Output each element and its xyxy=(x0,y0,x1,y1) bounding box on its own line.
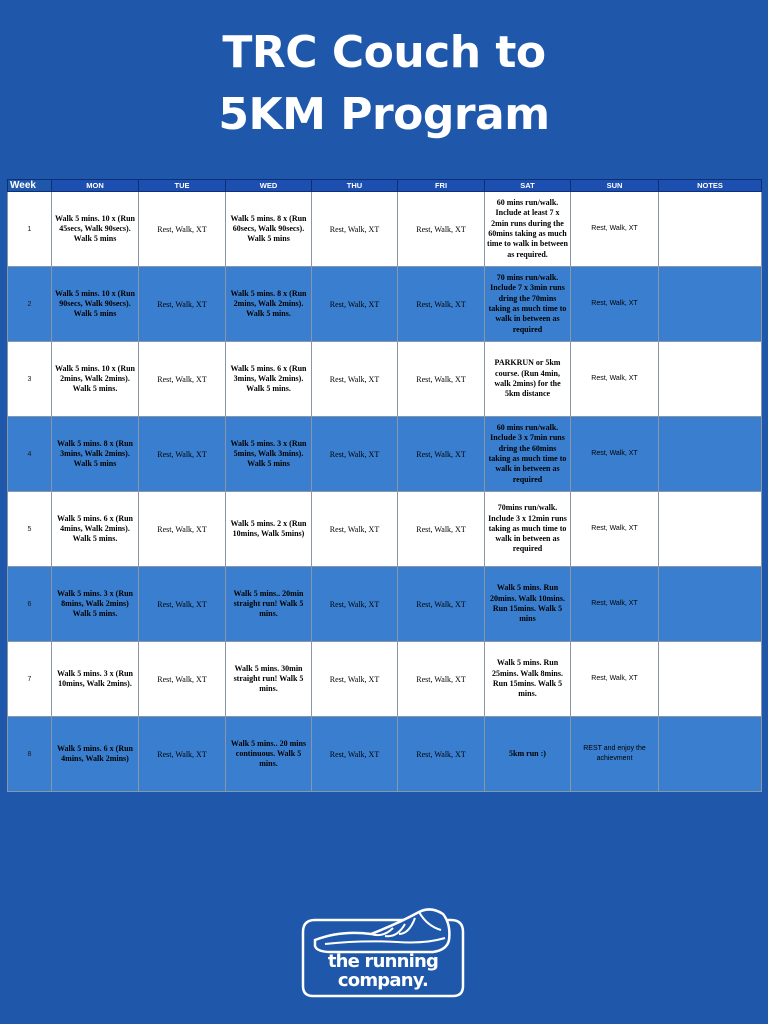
cell-sun: Rest, Walk, XT xyxy=(571,342,659,417)
cell-sat: Walk 5 mins. Run 20mins. Walk 10mins. Run 15mins. Walk 5 mins xyxy=(485,567,571,642)
column-header-tue: TUE xyxy=(139,180,226,192)
cell-sun: Rest, Walk, XT xyxy=(571,192,659,267)
table-row xyxy=(8,417,762,492)
cell-mon: Walk 5 mins. 6 x (Run 4mins, Walk 2mins). Walk 5 mins. xyxy=(52,492,139,567)
cell-wed: Walk 5 mins.. 20min straight run! Walk 5 mins. xyxy=(226,567,312,642)
cell-thu: Rest, Walk, XT xyxy=(312,417,398,492)
cell-notes xyxy=(659,717,762,792)
table-row xyxy=(8,642,762,717)
page-title xyxy=(0,22,768,146)
cell-mon: Walk 5 mins. 10 x (Run 90secs, Walk 90secs). Walk 5 mins xyxy=(52,267,139,342)
cell-fri: Rest, Walk, XT xyxy=(398,342,485,417)
cell-thu: Rest, Walk, XT xyxy=(312,267,398,342)
cell-fri: Rest, Walk, XT xyxy=(398,567,485,642)
cell-fri: Rest, Walk, XT xyxy=(398,267,485,342)
cell-fri: Rest, Walk, XT xyxy=(398,717,485,792)
table-row xyxy=(8,267,762,342)
cell-tue: Rest, Walk, XT xyxy=(139,267,226,342)
cell-sun: Rest, Walk, XT xyxy=(571,492,659,567)
cell-wed: Walk 5 mins. 2 x (Run 10mins, Walk 5mins) xyxy=(226,492,312,567)
cell-thu: Rest, Walk, XT xyxy=(312,192,398,267)
cell-mon: Walk 5 mins. 3 x (Run 8mins, Walk 2mins) Walk 5 mins. xyxy=(52,567,139,642)
cell-sat: 60 mins run/walk. Include at least 7 x 2min runs during the 60mins taking as much time to walk in between as required. xyxy=(485,192,571,267)
column-header-week: Week xyxy=(8,180,52,192)
logo-line-2: company. xyxy=(337,970,429,991)
cell-week: 8 xyxy=(8,717,52,792)
cell-sun: Rest, Walk, XT xyxy=(571,642,659,717)
logo-line-1: the running xyxy=(327,951,439,972)
table-row xyxy=(8,717,762,792)
cell-mon: Walk 5 mins. 8 x (Run 3mins, Walk 2mins). Walk 5 mins xyxy=(52,417,139,492)
cell-tue: Rest, Walk, XT xyxy=(139,417,226,492)
cell-fri: Rest, Walk, XT xyxy=(398,417,485,492)
cell-notes xyxy=(659,267,762,342)
cell-notes xyxy=(659,642,762,717)
cell-mon: Walk 5 mins. 10 x (Run 45secs, Walk 90secs). Walk 5 mins xyxy=(52,192,139,267)
column-header-thu: THU xyxy=(312,180,398,192)
cell-thu: Rest, Walk, XT xyxy=(312,567,398,642)
cell-week: 5 xyxy=(8,492,52,567)
cell-tue: Rest, Walk, XT xyxy=(139,492,226,567)
cell-tue: Rest, Walk, XT xyxy=(139,342,226,417)
cell-week: 3 xyxy=(8,342,52,417)
cell-wed: Walk 5 mins. 30min straight run! Walk 5 mins. xyxy=(226,642,312,717)
cell-mon: Walk 5 mins. 6 x (Run 4mins, Walk 2mins) xyxy=(52,717,139,792)
cell-fri: Rest, Walk, XT xyxy=(398,642,485,717)
cell-sat: 5km run :) xyxy=(485,717,571,792)
cell-sun: Rest, Walk, XT xyxy=(571,267,659,342)
schedule-table xyxy=(7,179,762,792)
title-line-1: TRC Couch to xyxy=(222,27,546,78)
brand-logo xyxy=(301,904,465,998)
cell-sat: 70 mins run/walk. Include 7 x 3min runs dring the 70mins taking as much time to walk in between as required xyxy=(485,267,571,342)
cell-wed: Walk 5 mins. 6 x (Run 3mins, Walk 2mins). Walk 5 mins. xyxy=(226,342,312,417)
table-row xyxy=(8,567,762,642)
cell-tue: Rest, Walk, XT xyxy=(139,642,226,717)
cell-mon: Walk 5 mins. 10 x (Run 2mins, Walk 2mins). Walk 5 mins. xyxy=(52,342,139,417)
cell-thu: Rest, Walk, XT xyxy=(312,717,398,792)
column-header-sun: SUN xyxy=(571,180,659,192)
cell-week: 6 xyxy=(8,567,52,642)
cell-week: 4 xyxy=(8,417,52,492)
table-row xyxy=(8,492,762,567)
cell-mon: Walk 5 mins. 3 x (Run 10mins, Walk 2mins). xyxy=(52,642,139,717)
cell-tue: Rest, Walk, XT xyxy=(139,717,226,792)
cell-notes xyxy=(659,417,762,492)
cell-notes xyxy=(659,192,762,267)
table-row xyxy=(8,342,762,417)
cell-fri: Rest, Walk, XT xyxy=(398,492,485,567)
cell-week: 1 xyxy=(8,192,52,267)
cell-sat: PARKRUN or 5km course. (Run 4min, walk 2mins) for the 5km distance xyxy=(485,342,571,417)
cell-week: 2 xyxy=(8,267,52,342)
cell-sat: Walk 5 mins. Run 25mins. Walk 8mins. Run 15mins. Walk 5 mins. xyxy=(485,642,571,717)
cell-notes xyxy=(659,492,762,567)
cell-fri: Rest, Walk, XT xyxy=(398,192,485,267)
cell-thu: Rest, Walk, XT xyxy=(312,642,398,717)
logo-text xyxy=(301,952,465,990)
column-header-sat: SAT xyxy=(485,180,571,192)
title-line-2: 5KM Program xyxy=(218,89,550,140)
cell-thu: Rest, Walk, XT xyxy=(312,342,398,417)
cell-notes xyxy=(659,567,762,642)
cell-thu: Rest, Walk, XT xyxy=(312,492,398,567)
cell-wed: Walk 5 mins. 8 x (Run 60secs, Walk 90secs). Walk 5 mins xyxy=(226,192,312,267)
cell-wed: Walk 5 mins. 3 x (Run 5mins, Walk 3mins). Walk 5 mins xyxy=(226,417,312,492)
column-header-mon: MON xyxy=(52,180,139,192)
cell-notes xyxy=(659,342,762,417)
column-header-notes: NOTES xyxy=(659,180,762,192)
cell-sun: Rest, Walk, XT xyxy=(571,417,659,492)
cell-sat: 60 mins run/walk. Include 3 x 7min runs dring the 60mins taking as much time to walk in between as required xyxy=(485,417,571,492)
cell-week: 7 xyxy=(8,642,52,717)
column-header-wed: WED xyxy=(226,180,312,192)
cell-wed: Walk 5 mins. 8 x (Run 2mins, Walk 2mins). Walk 5 mins. xyxy=(226,267,312,342)
cell-sun: Rest, Walk, XT xyxy=(571,567,659,642)
header-row xyxy=(8,180,762,192)
cell-wed: Walk 5 mins.. 20 mins continuous. Walk 5 mins. xyxy=(226,717,312,792)
column-header-fri: FRI xyxy=(398,180,485,192)
table-row xyxy=(8,192,762,267)
cell-tue: Rest, Walk, XT xyxy=(139,567,226,642)
cell-sun: REST and enjoy the achievment xyxy=(571,717,659,792)
cell-sat: 70mins run/walk. Include 3 x 12min runs taking as much time to walk in between as required xyxy=(485,492,571,567)
cell-tue: Rest, Walk, XT xyxy=(139,192,226,267)
